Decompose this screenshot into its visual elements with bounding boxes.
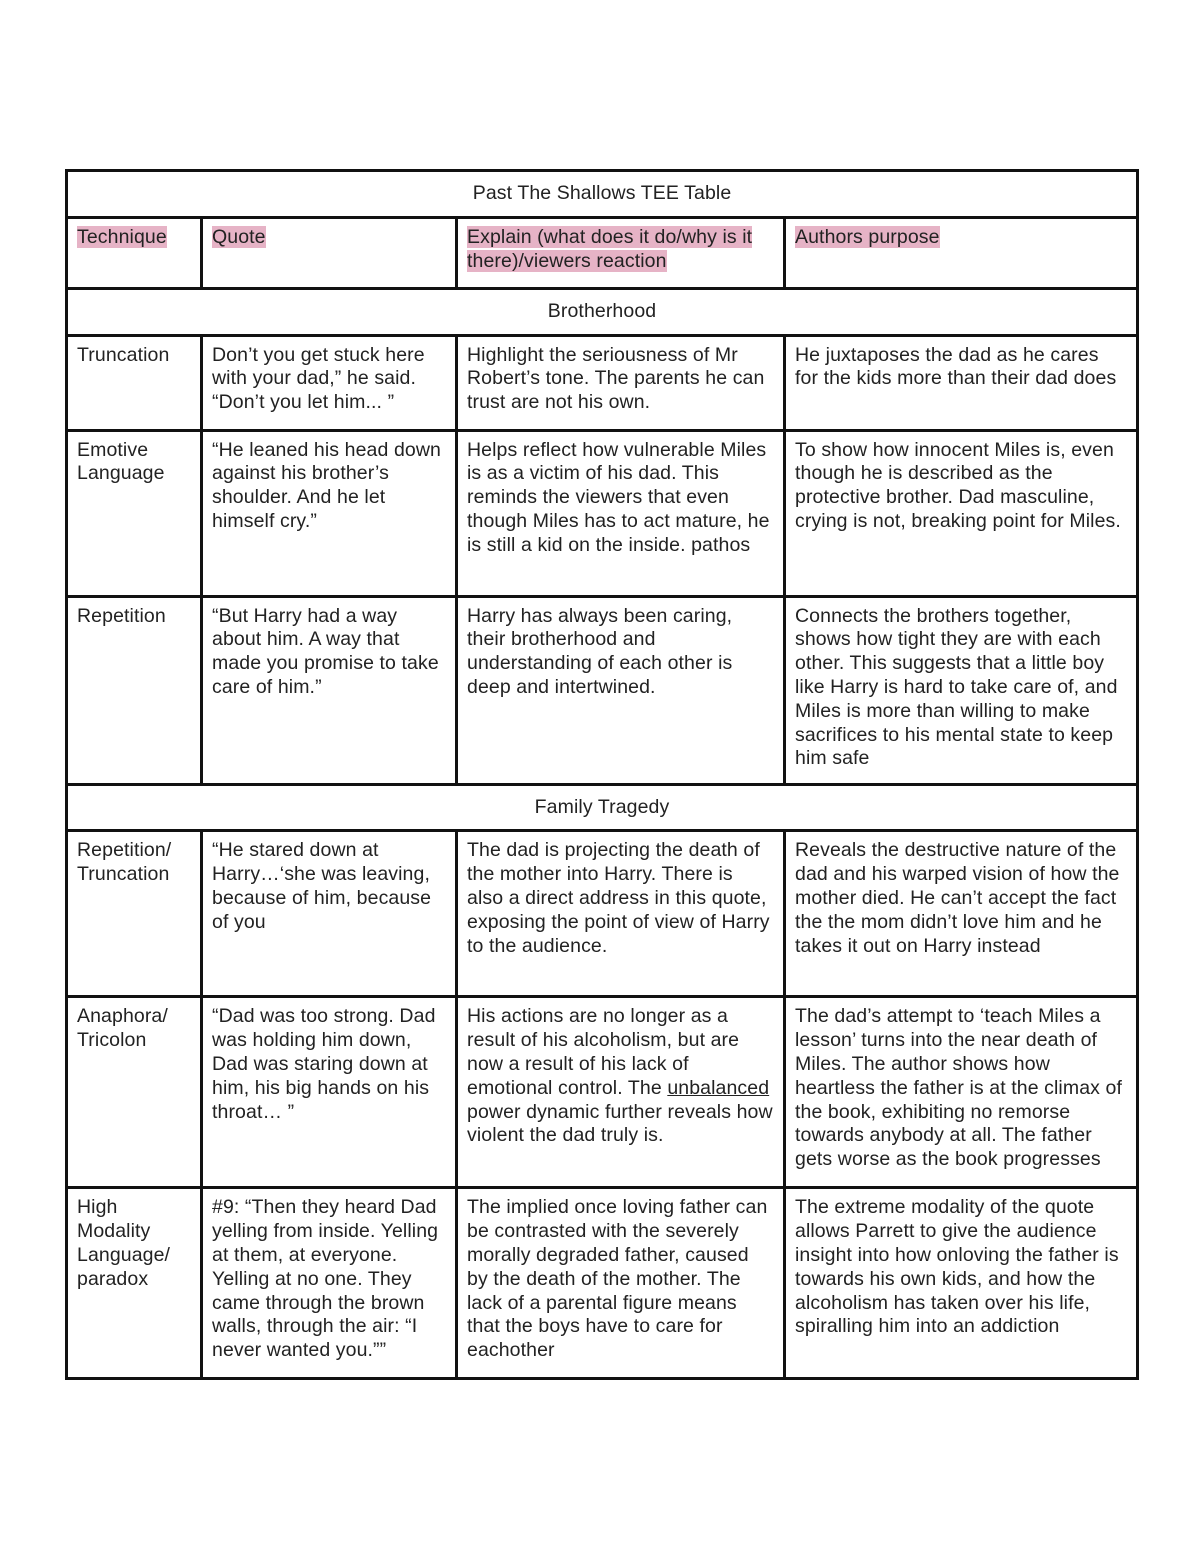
table-row [67,335,1138,430]
title-row [67,171,1138,218]
tee-table [65,169,1139,1380]
technique-cell: Truncation [67,335,202,430]
header-explain [457,217,785,288]
header-quote [202,217,457,288]
technique-cell: Anaphora/ Tricolon [67,997,202,1188]
explain-cell: Highlight the seriousness of Mr Robert’s tone. The parents he can trust are not his own. [457,335,785,430]
quote-cell: “He stared down at Harry…‘she was leaving, because of him, because of you [202,831,457,997]
table-title: Past The Shallows TEE Table [67,171,1138,218]
quote-cell: “He leaned his head down against his brother’s shoulder. And he let himself cry.” [202,430,457,596]
purpose-cell: Connects the brothers together, shows how tight they are with each other. This suggests that a little boy like Harry is hard to take care of, and Miles is more than willing to make sacrifices to his mental state to keep him safe [785,596,1138,784]
explain-cell: Harry has always been caring, their brotherhood and understanding of each other is deep and intertwined. [457,596,785,784]
header-purpose [785,217,1138,288]
table-row [67,831,1138,997]
header-explain-label: Explain (what does it do/why is it there)/viewers reaction [467,225,753,272]
table-row [67,997,1138,1188]
explain-underlined-word: unbalanced [667,1076,770,1099]
technique-cell: Repetition/ Truncation [67,831,202,997]
quote-cell: “But Harry had a way about him. A way that made you promise to take care of him.” [202,596,457,784]
header-technique-label: Technique [77,225,167,248]
header-quote-label: Quote [212,225,266,248]
section-heading: Brotherhood [67,288,1138,335]
explain-cell: Helps reflect how vulnerable Miles is as a victim of his dad. This reminds the viewers that even though Miles has to act mature, he is still a kid on the inside. pathos [457,430,785,596]
section-row-family-tragedy [67,784,1138,831]
explain-text-before: His actions are no longer as a result of his alcoholism, but are now a result of his lack of emotional control. The [467,1005,740,1099]
quote-cell: Don’t you get stuck here with your dad,” he said. “Don’t you let him... ” [202,335,457,430]
explain-cell [457,997,785,1188]
explain-cell: The implied once loving father can be contrasted with the severely morally degraded father, caused by the death of the mother. The lack of a parental figure means that the boys have to care for eachother [457,1188,785,1379]
section-row-brotherhood [67,288,1138,335]
explain-text-after: power dynamic further reveals how violent the dad truly is. [467,1100,773,1147]
technique-cell: Emotive Language [67,430,202,596]
purpose-cell: To show how innocent Miles is, even though he is described as the protective brother. Dad masculine, crying is not, breaking point for Miles. [785,430,1138,596]
quote-cell: “Dad was too strong. Dad was holding him down, Dad was staring down at him, his big hands on his throat… ” [202,997,457,1188]
purpose-cell: The dad’s attempt to ‘teach Miles a lesson’ turns into the near death of Miles. The author shows how heartless the father is at the climax of the book, exhibiting no remorse towards anybody at all. The father gets worse as the book progresses [785,997,1138,1188]
section-heading: Family Tragedy [67,784,1138,831]
purpose-cell: He juxtaposes the dad as he cares for the kids more than their dad does [785,335,1138,430]
technique-cell: High Modality Language/ paradox [67,1188,202,1379]
header-purpose-label: Authors purpose [795,225,940,248]
purpose-cell: The extreme modality of the quote allows Parrett to give the audience insight into how onloving the father is towards his own kids, and how the alcoholism has taken over his life, spiralling him into an addiction [785,1188,1138,1379]
header-row [67,217,1138,288]
explain-cell: The dad is projecting the death of the mother into Harry. There is also a direct address in this quote, exposing the point of view of Harry to the audience. [457,831,785,997]
table-row [67,1188,1138,1379]
table-row [67,596,1138,784]
technique-cell: Repetition [67,596,202,784]
purpose-cell: Reveals the destructive nature of the dad and his warped vision of how the mother died. He can’t accept the fact the the mom didn’t love him and he takes it out on Harry instead [785,831,1138,997]
table-row [67,430,1138,596]
quote-cell: #9: “Then they heard Dad yelling from inside. Yelling at them, at everyone. Yelling at no one. They came through the brown walls, through the air: “I never wanted you.”” [202,1188,457,1379]
header-technique [67,217,202,288]
